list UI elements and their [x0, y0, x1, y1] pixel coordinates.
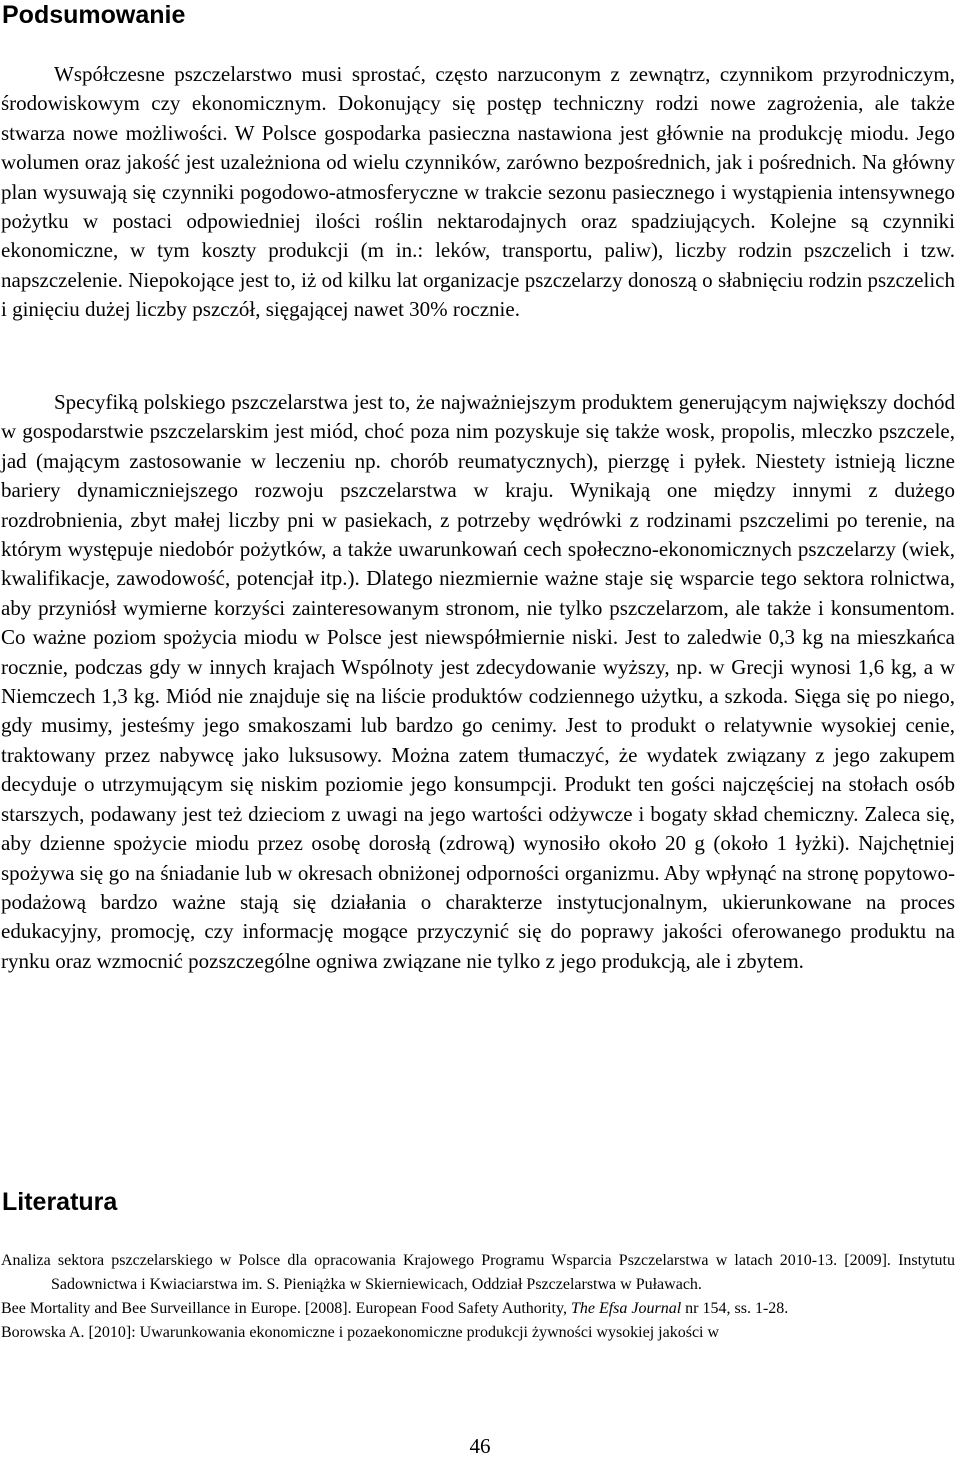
reference-item [1, 1321, 955, 1345]
summary-paragraph-2-text: Specyfiką polskiego pszczelarstwa jest to, że najważniejszym produktem generującym największy dochód w gospodarstwie pszczelarskim jest miód, choć poza nim pozyskuje się także wosk, propolis, mleczko pszczele, jad (mającym zastosowanie w leczeniu np. chorób reumatycznych), pierzgę i pyłek. Niestety istnieją liczne bariery dynamiczniejszego rozwoju pszczelarstwa w kraju. Wynikają one między innymi z dużego rozdrobnienia, zbyt małej liczby pni w pasiekach, z potrzeby wędrówki z rodzinami pszczelimi po terenie, na którym występuje niedobór pożytków, a także uwarunkowań cech społeczno-ekonomicznych pszczelarzy (wiek, kwalifikacje, zawodowość, potencjał itp.). Dlatego niezmiernie ważne staje się wsparcie tego sektora rolnictwa, aby przyniósł wymierne korzyści zainteresowanym stronom, nie tylko pszczelarzom, ale także i konsumentom. Co ważne poziom spożycia miodu w Polsce jest niewspółmiernie niski. Jest to zaledwie 0,3 kg na mieszkańca rocznie, podczas gdy w innych krajach Wspólnoty jest zdecydowanie wyższy, np. w Grecji wynosi 1,6 kg, a w Niemczech 1,3 kg. Miód nie znajduje się na liście produktów codziennego użytku, a szkoda. Sięga się po niego, gdy musimy, jesteśmy jego smakoszami lub bardzo go cenimy. Jest to produkt o relatywnie wysokiej cenie, traktowany przez nabywcę jako luksusowy. Można zatem tłumaczyć, że wydatek związany z jego zakupem decyduje o utrzymującym się niskim poziomie jego konsumpcji. Produkt ten gości najczęściej na stołach osób starszych, podawany jest też dzieciom z uwagi na jego wartości odżywcze i bogaty skład chemiczny. Zaleca się, aby dzienne spożycie miodu przez osobę dorosłą (zdrową) wynosiło około 20 g (około 1 łyżki). Najchętniej spożywa się go na śniadanie lub w okresach obniżonej odporności organizmu. Aby wpłynąć na stronę popytowo-podażową bardzo ważne stają się działania o charakterze instytucjonalnym, ukierunkowane na proces edukacyjny, promocję, czy informację mogące przyczynić się do poprawy jakości oferowanego produktu na rynku oraz wzmocnić pozszczególne ogniwa związane nie tylko z jego produkcją, ale i zbytem. [1, 390, 955, 973]
page-number: 46 [469, 1434, 491, 1458]
section-heading-summary: Podsumowanie [2, 1, 186, 29]
journal-title: The Efsa Journal [570, 1300, 682, 1317]
reference-text: Analiza sektora pszczelarskiego w Polsce dla opracowania Krajowego Programu Wsparcia Pszczelarstwa w latach 2010-13. [2009]. Instytutu Sadownictwa i Kwiaciarstwa im. S. Pieniążka w Skierniewicach, Oddział Pszczelarstwa w Puławach. [1, 1252, 955, 1293]
reference-text-after: nr 154, ss. 1-28. [681, 1300, 789, 1317]
reference-item [1, 1249, 955, 1297]
summary-paragraph-1 [1, 60, 955, 325]
summary-paragraph-1-text: Współczesne pszczelarstwo musi sprostać, często narzuconym z zewnątrz, czynnikom przyrodniczym, środowiskowym czy ekonomicznym. Dokonujący się postęp techniczny rodzi nowe zagrożenia, ale także stwarza nowe możliwości. W Polsce gospodarka pasieczna nastawiona jest głównie na produkcję miodu. Jego wolumen oraz jakość jest uzależniona od wielu czynników, zarówno bezpośrednich, jak i pośrednich. Na główny plan wysuwają się czynniki pogodowo-atmosferyczne w trakcie sezonu pasiecznego i wystąpienia intensywnego pożytku w postaci odpowiedniej ilości roślin nektarodajnych oraz spadziujących. Kolejne są czynniki ekonomiczne, w tym koszty produkcji (m in.: leków, transportu, paliw), liczby rodzin pszczelich i tzw. napszczelenie. Niepokojące jest to, iż od kilku lat organizacje pszczelarzy donoszą o słabnięciu rodzin pszczelich i ginięciu dużej liczby pszczół, sięgającej nawet 30% rocznie. [1, 62, 955, 322]
summary-paragraph-2 [1, 388, 955, 976]
reference-item [1, 1297, 955, 1321]
section-heading-literature: Literatura [2, 1188, 118, 1216]
reference-text-before: Bee Mortality and Bee Surveillance in Europe. [2008]. European Food Safety Authority, [1, 1300, 571, 1317]
reference-list [1, 1249, 955, 1345]
reference-text: Borowska A. [2010]: Uwarunkowania ekonomiczne i pozaekonomiczne produkcji żywności wysokiej jakości w [1, 1324, 720, 1341]
